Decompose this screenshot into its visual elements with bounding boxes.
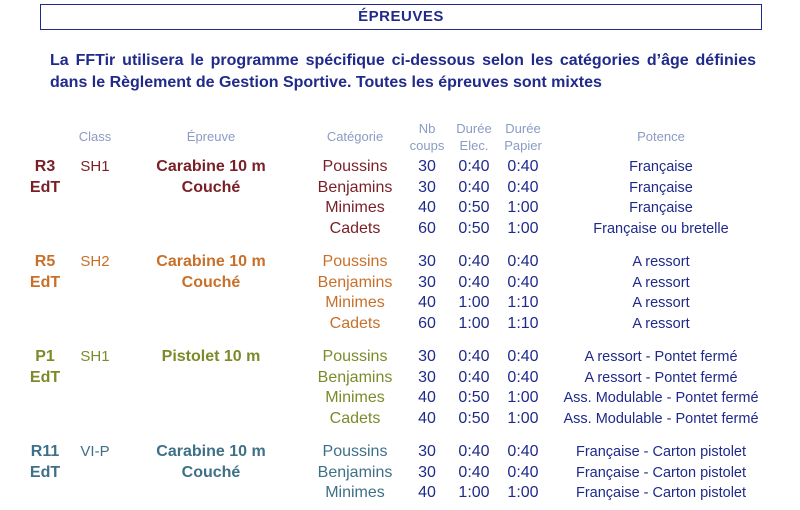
duree-elec-cell: 0:40 (458, 273, 490, 291)
duree-elec-cell: 1:00 (458, 484, 490, 501)
categorie-cell: Poussins (322, 443, 388, 460)
table-row (0, 157, 800, 178)
duree-papier-cell: 0:40 (507, 273, 539, 291)
categorie-cell: Benjamins (317, 273, 393, 291)
potence-cell: Française - Carton pistolet (575, 485, 747, 501)
header-class: Class (78, 129, 112, 144)
potence-cell: Française - Carton pistolet (575, 464, 747, 481)
duree-papier-cell: 0:40 (507, 368, 539, 386)
header-elec-line1: Durée (456, 121, 492, 136)
event-name: Carabine 10 m (156, 253, 266, 270)
potence-cell: A ressort (632, 274, 690, 291)
header-papier-line2: Papier (504, 138, 542, 153)
event-code: R11 (30, 443, 60, 460)
intro-paragraph: La FFTir utilisera le programme spécifique ci-dessous selon les catégories d’âge définies dans le Règlement de Gestion Sportive. Toutes les épreuves sont mixtes (50, 52, 756, 91)
categorie-cell: Cadets (329, 314, 381, 332)
categorie-cell: Minimes (325, 294, 385, 311)
duree-elec-cell: 0:40 (458, 158, 490, 175)
duree-papier-cell: 1:00 (507, 389, 539, 406)
potence-cell: Française (629, 200, 693, 216)
duree-papier-cell: 1:10 (507, 314, 539, 332)
page-title: ÉPREUVES (40, 4, 762, 30)
event-code-edt: EdT (29, 368, 61, 386)
nb-coups-cell: 60 (418, 314, 436, 332)
nb-coups-cell: 30 (418, 463, 436, 481)
duree-papier-cell: 0:40 (507, 443, 539, 460)
duree-papier-cell: 0:40 (507, 158, 539, 175)
event-code: R5 (34, 253, 56, 270)
table-row (0, 388, 800, 409)
event-class: SH2 (80, 253, 110, 270)
header-nb-coups (402, 120, 452, 154)
event-class: VI-P (80, 443, 110, 460)
duree-elec-cell: 0:40 (458, 348, 490, 365)
nb-coups-cell: 30 (418, 178, 436, 196)
table-row (0, 314, 800, 335)
table-row (0, 347, 800, 368)
categorie-cell: Minimes (325, 484, 385, 501)
header-potence: Potence (637, 129, 685, 144)
duree-papier-cell: 0:40 (507, 463, 539, 481)
table-row (0, 293, 800, 314)
nb-coups-cell: 30 (418, 368, 436, 386)
potence-cell: A ressort (632, 315, 690, 332)
duree-elec-cell: 1:00 (458, 294, 490, 311)
duree-elec-cell: 0:50 (458, 199, 490, 216)
header-elec-line2: Elec. (459, 138, 489, 153)
potence-cell: Française (629, 179, 693, 196)
table-row (0, 409, 800, 430)
table-row (0, 368, 800, 389)
table-row (0, 463, 800, 484)
categorie-cell: Cadets (329, 409, 381, 427)
nb-coups-cell: 40 (418, 484, 436, 501)
table-row (0, 252, 800, 273)
table-row (0, 178, 800, 199)
duree-elec-cell: 0:40 (458, 253, 490, 270)
duree-papier-cell: 1:00 (507, 199, 539, 216)
event-name: Carabine 10 m (156, 158, 266, 175)
header-epreuve: Épreuve (186, 129, 236, 144)
header-duree-elec (450, 120, 498, 154)
categorie-cell: Poussins (322, 253, 388, 270)
nb-coups-cell: 30 (418, 273, 436, 291)
nb-coups-cell: 30 (418, 158, 436, 175)
duree-papier-cell: 0:40 (507, 178, 539, 196)
duree-papier-cell: 1:10 (507, 294, 539, 311)
duree-elec-cell: 0:40 (458, 368, 490, 386)
nb-coups-cell: 30 (418, 443, 436, 460)
potence-cell: A ressort - Pontet fermé (584, 369, 738, 386)
event-code: R3 (34, 158, 56, 175)
header-nb-line1: Nb (418, 121, 436, 136)
categorie-cell: Minimes (325, 199, 385, 216)
potence-cell: Française ou bretelle (593, 220, 729, 237)
header-duree-papier (498, 120, 548, 154)
nb-coups-cell: 40 (418, 199, 436, 216)
event-position: Couché (181, 463, 241, 481)
table-row (0, 483, 800, 504)
potence-cell: Ass. Modulable - Pontet fermé (563, 410, 759, 427)
nb-coups-cell: 40 (418, 409, 436, 427)
duree-elec-cell: 0:40 (458, 463, 490, 481)
event-code-edt: EdT (29, 273, 61, 291)
duree-elec-cell: 0:40 (458, 178, 490, 196)
duree-papier-cell: 1:00 (507, 219, 539, 237)
potence-cell: A ressort (632, 295, 690, 311)
duree-papier-cell: 0:40 (507, 253, 539, 270)
categorie-cell: Poussins (322, 158, 388, 175)
categorie-cell: Benjamins (317, 368, 393, 386)
event-code: P1 (35, 348, 55, 365)
potence-cell: Française (629, 159, 693, 175)
duree-elec-cell: 0:40 (458, 443, 490, 460)
event-name: Pistolet 10 m (161, 348, 261, 365)
potence-cell: A ressort - Pontet fermé (584, 349, 738, 365)
table-row (0, 442, 800, 463)
table-row (0, 273, 800, 294)
nb-coups-cell: 40 (418, 294, 436, 311)
nb-coups-cell: 30 (418, 348, 436, 365)
duree-elec-cell: 0:50 (458, 389, 490, 406)
categorie-cell: Benjamins (317, 463, 393, 481)
duree-elec-cell: 0:50 (458, 219, 490, 237)
nb-coups-cell: 40 (418, 389, 436, 406)
potence-cell: Ass. Modulable - Pontet fermé (563, 390, 759, 406)
header-papier-line1: Durée (505, 121, 541, 136)
categorie-cell: Poussins (322, 348, 388, 365)
table-row (0, 219, 800, 240)
categorie-cell: Cadets (329, 219, 381, 237)
categorie-cell: Minimes (325, 389, 385, 406)
nb-coups-cell: 30 (418, 253, 436, 270)
table-row (0, 198, 800, 219)
potence-cell: A ressort (632, 254, 690, 270)
event-position: Couché (181, 178, 241, 196)
categorie-cell: Benjamins (317, 178, 393, 196)
event-class: SH1 (80, 158, 110, 175)
event-code-edt: EdT (29, 178, 61, 196)
nb-coups-cell: 60 (418, 219, 436, 237)
header-categorie: Catégorie (326, 129, 384, 144)
potence-cell: Française - Carton pistolet (575, 444, 747, 460)
event-name: Carabine 10 m (156, 443, 266, 460)
event-class: SH1 (80, 348, 110, 365)
event-code-edt: EdT (29, 463, 61, 481)
event-position: Couché (181, 273, 241, 291)
duree-papier-cell: 1:00 (507, 409, 539, 427)
duree-elec-cell: 0:50 (458, 409, 490, 427)
duree-elec-cell: 1:00 (458, 314, 490, 332)
header-nb-line2: coups (409, 138, 445, 153)
duree-papier-cell: 0:40 (507, 348, 539, 365)
duree-papier-cell: 1:00 (507, 484, 539, 501)
